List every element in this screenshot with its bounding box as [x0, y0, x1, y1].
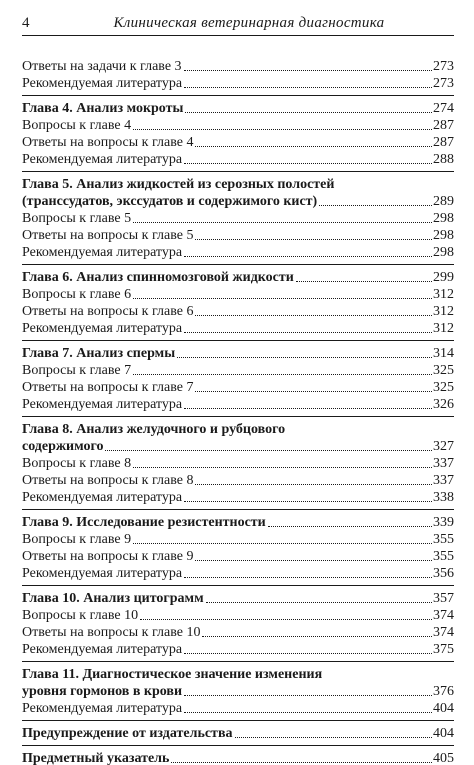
toc-chapter-entry[interactable] [22, 725, 454, 742]
toc-entry-page: 337 [433, 473, 454, 488]
toc-entry-title: Рекомендуемая литература [22, 76, 183, 91]
leader-dots [185, 112, 432, 113]
leader-dots [184, 70, 432, 71]
toc-entry-title: Рекомендуемая литература [22, 152, 183, 167]
leader-dots [195, 239, 432, 240]
leader-dots [202, 636, 432, 637]
toc-entry[interactable] [22, 75, 454, 92]
toc-chapter-entry[interactable] [22, 269, 454, 286]
toc-group-ch5 [22, 176, 454, 265]
leader-dots [171, 762, 432, 763]
toc-entry-page: 356 [433, 566, 454, 581]
toc-chapter-title: Глава 4. Анализ мокроты [22, 101, 184, 116]
toc-entry[interactable] [22, 548, 454, 565]
toc-entry[interactable] [22, 117, 454, 134]
toc-entry-page: 288 [433, 152, 454, 167]
toc-entry-page: 337 [433, 456, 454, 471]
toc-entry-title: Вопросы к главе 10 [22, 608, 139, 623]
toc-entry[interactable] [22, 303, 454, 320]
toc-group-ch7 [22, 345, 454, 417]
toc-group-ch4 [22, 100, 454, 172]
toc-entry[interactable] [22, 607, 454, 624]
toc-entry-title: Ответы на вопросы к главе 5 [22, 228, 194, 243]
book-title: Клиническая ветеринарная диагностика [113, 15, 385, 31]
table-of-contents [22, 58, 454, 765]
toc-entry[interactable] [22, 396, 454, 413]
running-header [22, 12, 454, 36]
toc-chapter-page: 339 [433, 515, 454, 530]
leader-dots [195, 315, 432, 316]
toc-entry-title: Вопросы к главе 5 [22, 211, 132, 226]
leader-dots [184, 332, 432, 333]
toc-group-publisher-note [22, 725, 454, 746]
toc-entry[interactable] [22, 286, 454, 303]
leader-dots [235, 737, 433, 738]
toc-chapter-page: 357 [433, 591, 454, 606]
toc-entry-title: Рекомендуемая литература [22, 642, 183, 657]
toc-entry-page: 326 [433, 397, 454, 412]
leader-dots [184, 256, 432, 257]
leader-dots [184, 163, 432, 164]
toc-entry[interactable] [22, 134, 454, 151]
toc-chapter-title-line1[interactable]: Глава 8. Анализ желудочного и рубцового [22, 422, 286, 437]
toc-group-ch6 [22, 269, 454, 341]
toc-chapter-entry[interactable] [22, 590, 454, 607]
toc-chapter-title-line2: содержимого [22, 439, 104, 454]
leader-dots [133, 298, 432, 299]
leader-dots [206, 602, 432, 603]
toc-entry-page: 355 [433, 532, 454, 547]
leader-dots [184, 695, 432, 696]
toc-chapter-title: Глава 9. Исследование резистентности [22, 515, 266, 530]
toc-entry-page: 298 [433, 228, 454, 243]
leader-dots [133, 543, 432, 544]
leader-dots [184, 408, 432, 409]
toc-group-ch11 [22, 666, 454, 721]
toc-entry-page: 375 [433, 642, 454, 657]
toc-entry[interactable] [22, 362, 454, 379]
toc-entry-title: Рекомендуемая литература [22, 490, 183, 505]
leader-dots [133, 222, 432, 223]
toc-chapter-title-line2: (транссудатов, экссудатов и содержимого кист) [22, 194, 318, 209]
leader-dots [195, 146, 432, 147]
toc-entry[interactable] [22, 151, 454, 168]
toc-entry[interactable] [22, 210, 454, 227]
toc-entry-title: Ответы на вопросы к главе 8 [22, 473, 194, 488]
toc-entry-page: 338 [433, 490, 454, 505]
toc-entry-page: 325 [433, 380, 454, 395]
toc-entry-title: Ответы на задачи к главе 3 [22, 59, 182, 74]
toc-entry-title: Ответы на вопросы к главе 7 [22, 380, 194, 395]
toc-chapter-title-line1[interactable]: Глава 5. Анализ жидкостей из серозных полостей [22, 177, 335, 192]
toc-chapter-entry[interactable] [22, 438, 454, 455]
toc-entry-title: Вопросы к главе 9 [22, 532, 132, 547]
leader-dots [184, 577, 432, 578]
toc-chapter-page: 376 [433, 684, 454, 699]
toc-chapter-entry[interactable] [22, 683, 454, 700]
toc-chapter-title: Предупреждение от издательства [22, 726, 233, 741]
toc-entry[interactable] [22, 320, 454, 337]
toc-chapter-page: 299 [433, 270, 454, 285]
toc-entry[interactable] [22, 379, 454, 396]
toc-chapter-entry[interactable] [22, 514, 454, 531]
toc-chapter-title-line2: уровня гормонов в крови [22, 684, 183, 699]
toc-group-ch10 [22, 590, 454, 662]
toc-entry-page: 287 [433, 135, 454, 150]
toc-entry-title: Рекомендуемая литература [22, 701, 183, 716]
toc-entry-title: Рекомендуемая литература [22, 566, 183, 581]
toc-entry[interactable] [22, 227, 454, 244]
toc-group-ch3-tail [22, 58, 454, 96]
toc-entry-page: 355 [433, 549, 454, 564]
toc-entry-page: 287 [433, 118, 454, 133]
leader-dots [105, 450, 432, 451]
toc-entry-page: 312 [433, 287, 454, 302]
toc-chapter-entry[interactable] [22, 345, 454, 362]
leader-dots [184, 501, 432, 502]
leader-dots [184, 712, 432, 713]
toc-entry[interactable] [22, 472, 454, 489]
toc-group-ch8 [22, 421, 454, 510]
toc-chapter-title: Глава 6. Анализ спинномозговой жидкости [22, 270, 294, 285]
toc-chapter-title: Глава 7. Анализ спермы [22, 346, 176, 361]
toc-entry-title: Вопросы к главе 7 [22, 363, 132, 378]
toc-entry[interactable] [22, 641, 454, 658]
leader-dots [268, 526, 432, 527]
leader-dots [177, 357, 432, 358]
toc-group-subject-index [22, 750, 454, 765]
leader-dots [133, 129, 432, 130]
toc-chapter-page: 327 [433, 439, 454, 454]
toc-chapter-title: Предметный указатель [22, 751, 170, 765]
leader-dots [319, 205, 432, 206]
toc-entry-page: 325 [433, 363, 454, 378]
toc-entry-page: 273 [433, 59, 454, 74]
toc-entry[interactable] [22, 489, 454, 506]
toc-chapter-page: 405 [433, 751, 454, 765]
leader-dots [195, 484, 432, 485]
toc-entry-title: Ответы на вопросы к главе 10 [22, 625, 201, 640]
toc-entry-title: Ответы на вопросы к главе 9 [22, 549, 194, 564]
toc-group-ch9 [22, 514, 454, 586]
leader-dots [184, 87, 432, 88]
toc-chapter-entry[interactable] [22, 100, 454, 117]
toc-chapter-page: 314 [433, 346, 454, 361]
leader-dots [133, 374, 432, 375]
toc-entry-title: Рекомендуемая литература [22, 397, 183, 412]
toc-entry-page: 312 [433, 321, 454, 336]
toc-chapter-title: Глава 10. Анализ цитограмм [22, 591, 204, 606]
toc-entry-page: 404 [433, 701, 454, 716]
toc-entry-page: 374 [433, 625, 454, 640]
toc-chapter-page: 289 [433, 194, 454, 209]
toc-entry-page: 298 [433, 211, 454, 226]
toc-entry[interactable] [22, 624, 454, 641]
toc-entry[interactable] [22, 58, 454, 75]
toc-entry[interactable] [22, 700, 454, 717]
leader-dots [140, 619, 432, 620]
leader-dots [184, 653, 432, 654]
toc-chapter-entry[interactable] [22, 193, 454, 210]
toc-chapter-page: 274 [433, 101, 454, 116]
toc-entry-title: Рекомендуемая литература [22, 321, 183, 336]
toc-entry[interactable] [22, 531, 454, 548]
toc-chapter-page: 404 [433, 726, 454, 741]
toc-entry-title: Вопросы к главе 4 [22, 118, 132, 133]
toc-chapter-title-line1[interactable]: Глава 11. Диагностическое значение изменения [22, 667, 323, 682]
toc-entry-page: 298 [433, 245, 454, 260]
toc-entry-title: Ответы на вопросы к главе 6 [22, 304, 194, 319]
toc-entry-title: Рекомендуемая литература [22, 245, 183, 260]
toc-entry[interactable] [22, 244, 454, 261]
toc-chapter-entry[interactable] [22, 750, 454, 765]
leader-dots [195, 560, 432, 561]
toc-entry[interactable] [22, 455, 454, 472]
leader-dots [296, 281, 432, 282]
toc-entry-title: Вопросы к главе 6 [22, 287, 132, 302]
toc-entry-page: 273 [433, 76, 454, 91]
page-number: 4 [22, 15, 30, 31]
toc-entry-title: Ответы на вопросы к главе 4 [22, 135, 194, 150]
toc-entry-page: 374 [433, 608, 454, 623]
leader-dots [195, 391, 432, 392]
leader-dots [133, 467, 432, 468]
toc-entry[interactable] [22, 565, 454, 582]
toc-entry-page: 312 [433, 304, 454, 319]
toc-entry-title: Вопросы к главе 8 [22, 456, 132, 471]
